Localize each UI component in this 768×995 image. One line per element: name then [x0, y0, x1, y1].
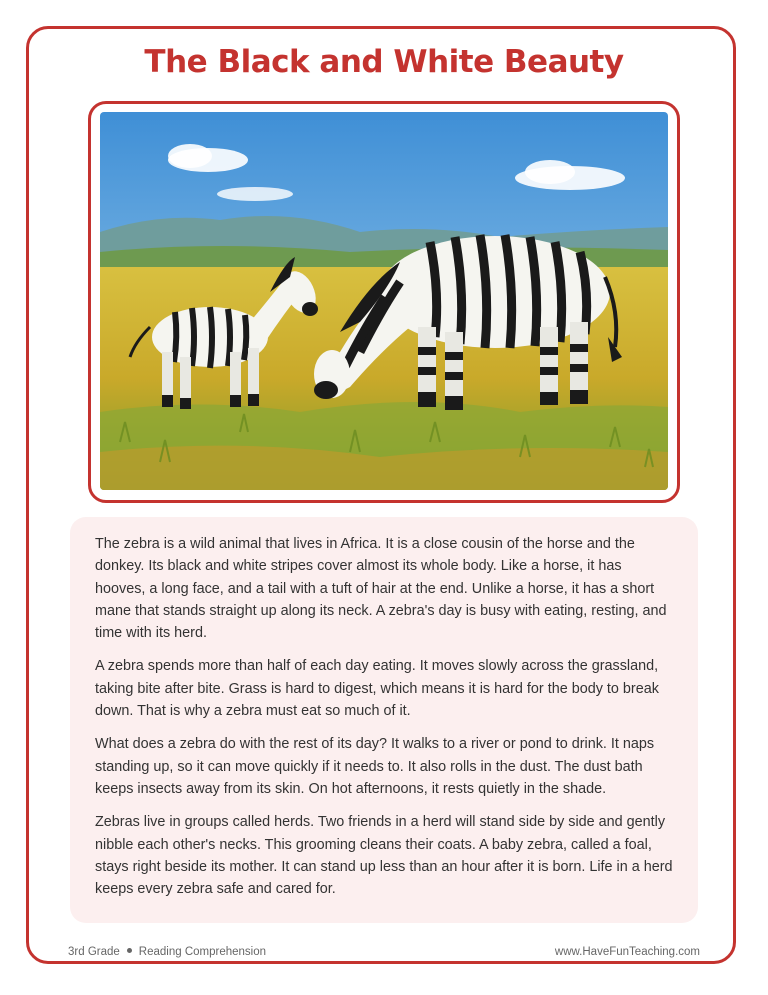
footer-subject: Reading Comprehension [138, 946, 266, 958]
bullet-dot-icon [127, 948, 132, 953]
paragraph-4: Zebras live in groups called herds. Two friends in a herd will stand side by side and gently nibble each other's necks. This grooming cleans their coats. A baby zebra, called a foal, stays right beside its mother. It can stand up less than an hour after it is born. Life in a herd keeps every zebra safe and cared for. [95, 814, 673, 898]
paragraph-1: The zebra is a wild animal that lives in Africa. It is a close cousin of the horse and the donkey. Its black and white stripes cover almost its whole body. Like a horse, it has hooves, a long face, and a tail with a tuft of hair at the end. Unlike a horse, it has a short mane that stands straight up along its neck. A zebra's day is busy with eating, resting, and time with its herd. [95, 536, 667, 642]
page-title: The Black and White Beauty [144, 44, 624, 80]
footer-website[interactable]: www.HaveFunTeaching.com [554, 946, 700, 958]
paragraph-3: What does a zebra do with the rest of its day? It walks to a river or pond to drink. It naps standing up, so it can move quickly if it needs to. It also rolls in the dust. The dust bath keeps insects away from its skin. On hot afternoons, it rests quietly in the shade. [95, 736, 655, 797]
paragraph-2: A zebra spends more than half of each day eating. It moves slowly across the grassland, taking bite after bite. Grass is hard to digest, which means it is hard for the body to break down. That is why a zebra must eat so much of it. [95, 658, 659, 720]
footer-grade: 3rd Grade [68, 946, 120, 958]
passage-panel [70, 517, 698, 923]
zebra-mother-and-foal-icon [100, 112, 668, 490]
footer-grade-subject [68, 946, 266, 958]
zebra-illustration [100, 112, 668, 490]
